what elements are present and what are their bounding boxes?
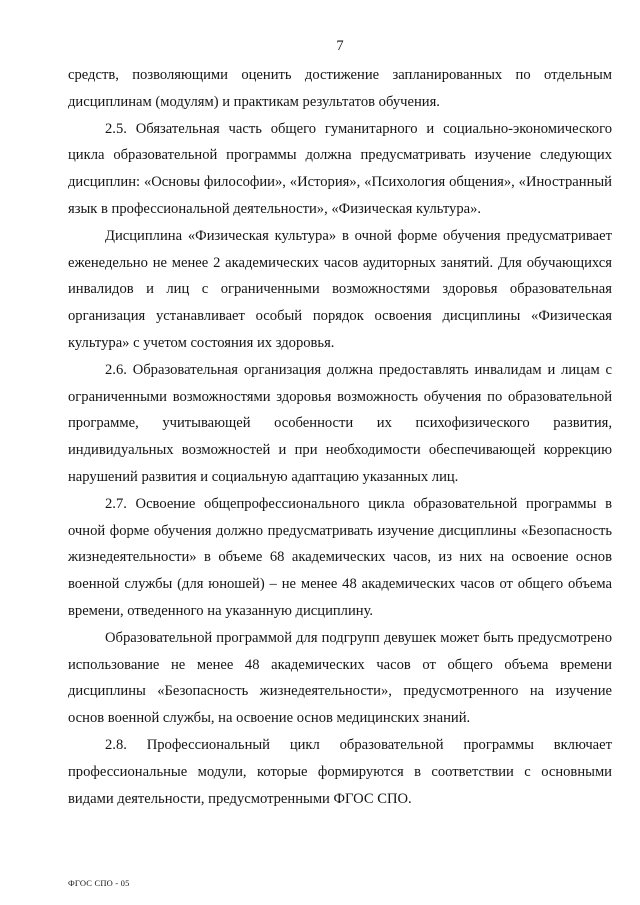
paragraph-2-8: 2.8. Профессиональный цикл образовательной программы включает профессиональные модули, которые формируются в соответствии с основными видами деятельности, предусмотренными ФГОС СПО. — [68, 736, 612, 807]
document-body — [68, 62, 612, 812]
paragraph-2-6: 2.6. Образовательная организация должна предоставлять инвалидам и лицам с ограниченными возможностями здоровья возможность обучения по образовательной программе, учитывающей особенности их психофизического развития, индивидуальных возможностей и при необходимости обеспечивающей коррекцию нарушений развития и социальную адаптацию указанных лиц. — [68, 361, 612, 485]
footer-code: ФГОС СПО - 05 — [68, 878, 130, 888]
paragraph-2-5: 2.5. Обязательная часть общего гуманитарного и социально-экономического цикла образовательной программы должна предусматривать изучение следующих дисциплин: «Основы философии», «История», «Психология общения», «Иностранный язык в профессиональной деятельности», «Физическая культура». — [68, 120, 612, 217]
paragraph-2-7: 2.7. Освоение общепрофессионального цикла образовательной программы в очной форме обучения должно предусматривать изучение дисциплины «Безопасность жизнедеятельности» в объеме 68 академических часов, из них на освоение основ военной службы (для юношей) – не менее 48 академических часов от общего объема времени, отведенного на указанную дисциплину. — [68, 495, 612, 619]
paragraph-continuation: средств, позволяющими оценить достижение запланированных по отдельным дисциплинам (модулям) и практикам результатов обучения. — [68, 67, 612, 110]
paragraph-physical-culture: Дисциплина «Физическая культура» в очной форме обучения предусматривает еженедельно не менее 2 академических часов аудиторных занятий. Для обучающихся инвалидов и лиц с ограниченными возможностями здоровья образовательная организация устанавливает особый порядок освоения дисциплины «Физическая культура» с учетом состояния их здоровья. — [68, 227, 612, 351]
page-number: 7 — [336, 38, 344, 54]
paragraph-girls-subgroups: Образовательной программой для подгрупп девушек может быть предусмотрено использование не менее 48 академических часов от общего объема времени дисциплины «Безопасность жизнедеятельности», предусмотренного на изучение основ военной службы, на освоение основ медицинских знаний. — [68, 629, 612, 727]
